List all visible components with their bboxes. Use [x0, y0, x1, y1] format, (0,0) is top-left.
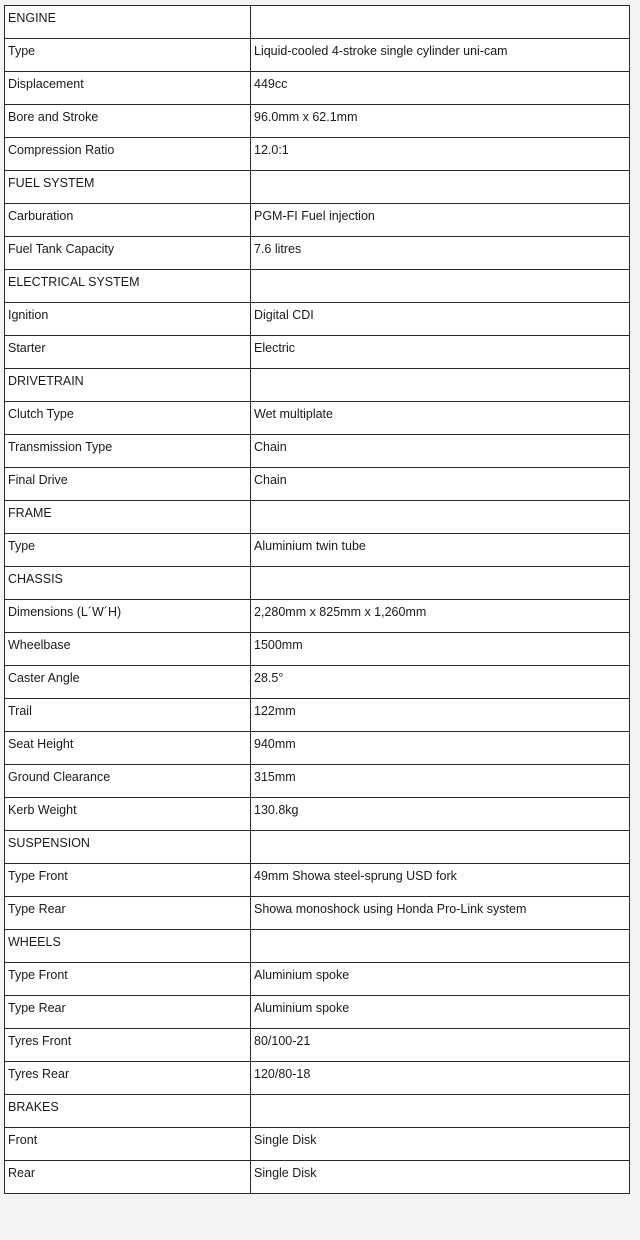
- spec-value: Wet multiplate: [251, 402, 630, 435]
- spec-label: Trail: [5, 699, 251, 732]
- spec-value: 940mm: [251, 732, 630, 765]
- spec-value: 80/100-21: [251, 1029, 630, 1062]
- spec-row: [5, 765, 630, 798]
- spec-value: Chain: [251, 468, 630, 501]
- spec-row: [5, 138, 630, 171]
- spec-row: [5, 204, 630, 237]
- spec-label: Displacement: [5, 72, 251, 105]
- spec-label: Final Drive: [5, 468, 251, 501]
- section-empty-cell: [251, 369, 630, 402]
- spec-label: Type: [5, 534, 251, 567]
- section-title: WHEELS: [5, 930, 251, 963]
- spec-label: Ignition: [5, 303, 251, 336]
- spec-row: [5, 699, 630, 732]
- section-header-row: [5, 831, 630, 864]
- spec-value: 7.6 litres: [251, 237, 630, 270]
- spec-label: Type Front: [5, 963, 251, 996]
- section-empty-cell: [251, 270, 630, 303]
- spec-label: Starter: [5, 336, 251, 369]
- spec-row: [5, 600, 630, 633]
- spec-row: [5, 534, 630, 567]
- section-empty-cell: [251, 831, 630, 864]
- section-title: DRIVETRAIN: [5, 369, 251, 402]
- spec-label: Rear: [5, 1161, 251, 1194]
- spec-table-body: [5, 6, 630, 1194]
- spec-row: [5, 435, 630, 468]
- spec-value: PGM-FI Fuel injection: [251, 204, 630, 237]
- spec-value: Liquid-cooled 4-stroke single cylinder uni-cam: [251, 39, 630, 72]
- section-header-row: [5, 270, 630, 303]
- spec-row: [5, 72, 630, 105]
- spec-value: 130.8kg: [251, 798, 630, 831]
- spec-label: Kerb Weight: [5, 798, 251, 831]
- section-header-row: [5, 171, 630, 204]
- spec-label: Type Front: [5, 864, 251, 897]
- spec-value: 1500mm: [251, 633, 630, 666]
- spec-value: 2,280mm x 825mm x 1,260mm: [251, 600, 630, 633]
- spec-label: Front: [5, 1128, 251, 1161]
- spec-value: 96.0mm x 62.1mm: [251, 105, 630, 138]
- section-title: FRAME: [5, 501, 251, 534]
- section-empty-cell: [251, 930, 630, 963]
- spec-row: [5, 633, 630, 666]
- spec-label: Ground Clearance: [5, 765, 251, 798]
- spec-value: Chain: [251, 435, 630, 468]
- spec-row: [5, 963, 630, 996]
- section-title: FUEL SYSTEM: [5, 171, 251, 204]
- section-title: ELECTRICAL SYSTEM: [5, 270, 251, 303]
- section-title: CHASSIS: [5, 567, 251, 600]
- spec-value: 49mm Showa steel-sprung USD fork: [251, 864, 630, 897]
- spec-value: Single Disk: [251, 1161, 630, 1194]
- spec-row: [5, 1128, 630, 1161]
- spec-row: [5, 864, 630, 897]
- section-header-row: [5, 1095, 630, 1128]
- spec-row: [5, 1161, 630, 1194]
- spec-value: Aluminium spoke: [251, 963, 630, 996]
- spec-value: 315mm: [251, 765, 630, 798]
- spec-label: Tyres Rear: [5, 1062, 251, 1095]
- section-header-row: [5, 6, 630, 39]
- spec-label: Clutch Type: [5, 402, 251, 435]
- spec-row: [5, 1062, 630, 1095]
- section-header-row: [5, 369, 630, 402]
- spec-row: [5, 303, 630, 336]
- spec-value: Electric: [251, 336, 630, 369]
- spec-row: [5, 732, 630, 765]
- section-title: SUSPENSION: [5, 831, 251, 864]
- spec-label: Compression Ratio: [5, 138, 251, 171]
- section-empty-cell: [251, 501, 630, 534]
- spec-label: Transmission Type: [5, 435, 251, 468]
- spec-value: 449cc: [251, 72, 630, 105]
- section-empty-cell: [251, 567, 630, 600]
- spec-label: Seat Height: [5, 732, 251, 765]
- spec-value: 120/80-18: [251, 1062, 630, 1095]
- section-header-row: [5, 501, 630, 534]
- spec-row: [5, 897, 630, 930]
- spec-value: Aluminium twin tube: [251, 534, 630, 567]
- section-empty-cell: [251, 171, 630, 204]
- spec-value: 122mm: [251, 699, 630, 732]
- spec-row: [5, 996, 630, 1029]
- spec-row: [5, 105, 630, 138]
- spec-row: [5, 468, 630, 501]
- spec-value: 12.0:1: [251, 138, 630, 171]
- spec-label: Caster Angle: [5, 666, 251, 699]
- spec-label: Tyres Front: [5, 1029, 251, 1062]
- spec-label: Fuel Tank Capacity: [5, 237, 251, 270]
- section-header-row: [5, 930, 630, 963]
- spec-row: [5, 1029, 630, 1062]
- spec-label: Bore and Stroke: [5, 105, 251, 138]
- spec-label: Carburation: [5, 204, 251, 237]
- spec-value: 28.5°: [251, 666, 630, 699]
- section-title: BRAKES: [5, 1095, 251, 1128]
- spec-row: [5, 402, 630, 435]
- spec-row: [5, 666, 630, 699]
- spec-label: Type Rear: [5, 897, 251, 930]
- spec-value: Aluminium spoke: [251, 996, 630, 1029]
- spec-value: Digital CDI: [251, 303, 630, 336]
- spec-row: [5, 798, 630, 831]
- spec-row: [5, 39, 630, 72]
- spec-table: [4, 5, 630, 1194]
- spec-row: [5, 237, 630, 270]
- spec-value: Showa monoshock using Honda Pro-Link system: [251, 897, 630, 930]
- spec-label: Type Rear: [5, 996, 251, 1029]
- spec-label: Type: [5, 39, 251, 72]
- section-header-row: [5, 567, 630, 600]
- section-title: ENGINE: [5, 6, 251, 39]
- section-empty-cell: [251, 6, 630, 39]
- spec-label: Wheelbase: [5, 633, 251, 666]
- spec-row: [5, 336, 630, 369]
- section-empty-cell: [251, 1095, 630, 1128]
- spec-value: Single Disk: [251, 1128, 630, 1161]
- spec-label: Dimensions (L´W´H): [5, 600, 251, 633]
